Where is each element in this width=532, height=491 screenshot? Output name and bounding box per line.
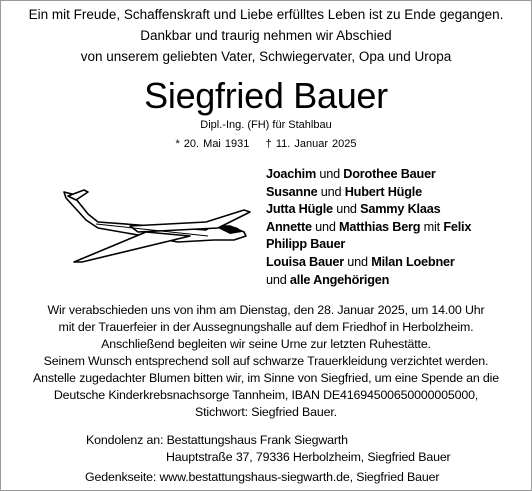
body-line-1: Wir verabschieden uns von ihm am Dienstag, den 28. Januar 2025, um 14.00 Uhr [47, 303, 485, 317]
death-date: † 11. Januar 2025 [265, 138, 357, 150]
memorial-page-link[interactable]: Gedenkseite: www.bestattungshaus-siegwarth.de, Siegfried Bauer [85, 470, 440, 484]
family-member-name: Philipp Bauer [266, 237, 346, 252]
body-line-5: Anstelle zugedachter Blumen bitten wir, im Sinne von Siegfried, um eine Spende an die [33, 371, 499, 385]
family-member-name: Annette [266, 219, 312, 234]
intro-line-2: Dankbar und traurig nehmen wir Abschied [140, 28, 392, 43]
family-member-name: Jutta Hügle [266, 202, 333, 217]
family-connector: und [343, 254, 372, 269]
family-row [266, 236, 526, 254]
body-line-3: Anschließend begleiten wir seine Urne zur letzten Ruhestätte. [101, 337, 431, 351]
family-member-name: alle Angehörigen [289, 272, 390, 287]
deceased-name: Siegfried Bauer [144, 75, 388, 116]
family-member-name: Felix [443, 219, 472, 234]
family-member-name: Milan Loebner [371, 254, 455, 269]
family-member-name: Louisa Bauer [266, 254, 344, 269]
condolence-line-2: Hauptstraße 37, 79336 Herbolzheim, Siegfried Bauer [166, 450, 451, 464]
family-row [266, 254, 526, 272]
condolence-line-1: Kondolenz an: Bestattungshaus Frank Siegwarth [86, 433, 348, 447]
family-connector: und [316, 167, 344, 181]
body-line-6: Deutsche Kinderkrebsnachsorge Tannheim, IBAN DE41694500650000005000, [53, 388, 479, 402]
service-details [0, 302, 532, 421]
family-member-name: Joachim [266, 167, 317, 181]
family-member-name: Dorothee Bauer [343, 167, 436, 181]
family-connector: und [311, 219, 340, 234]
family-member-name: Matthias Berg [339, 219, 421, 234]
body-line-7: Stichwort: Siegfried Bauer. [195, 405, 337, 419]
body-line-2: mit der Trauerfeier in der Aussegnungshalle auf dem Friedhof in Herbolzheim. [58, 320, 474, 334]
family-member-name: Sammy Klaas [360, 202, 441, 217]
intro-line-3: von unserem geliebten Vater, Schwiegervater, Opa und Uropa [80, 49, 452, 64]
body-line-4: Seinem Wunsch entsprechend soll auf schwarze Trauerkleidung verzichtet werden. [43, 354, 489, 368]
family-row [266, 166, 526, 184]
family-row [266, 201, 526, 219]
family-connector: und [317, 184, 345, 199]
family-member-name: Susanne [266, 184, 318, 199]
intro-line-1: Ein mit Freude, Schaffenskraft und Liebe erfülltes Leben ist zu Ende gegangen. [28, 7, 504, 22]
intro-text [0, 4, 532, 67]
family-member-name: Hubert Hügle [344, 184, 422, 199]
family-connector: mit [420, 219, 444, 234]
family-row [266, 184, 526, 202]
family-list [266, 166, 526, 289]
glider-icon [58, 180, 256, 268]
family-connector: und [332, 202, 361, 217]
family-connector: und [266, 272, 290, 287]
family-row [266, 272, 526, 290]
deceased-title: Dipl.-Ing. (FH) für Stahlbau [200, 119, 332, 131]
family-row [266, 219, 526, 237]
life-dates [0, 137, 532, 152]
birth-date: * 20. Mai 1931 [175, 138, 250, 150]
